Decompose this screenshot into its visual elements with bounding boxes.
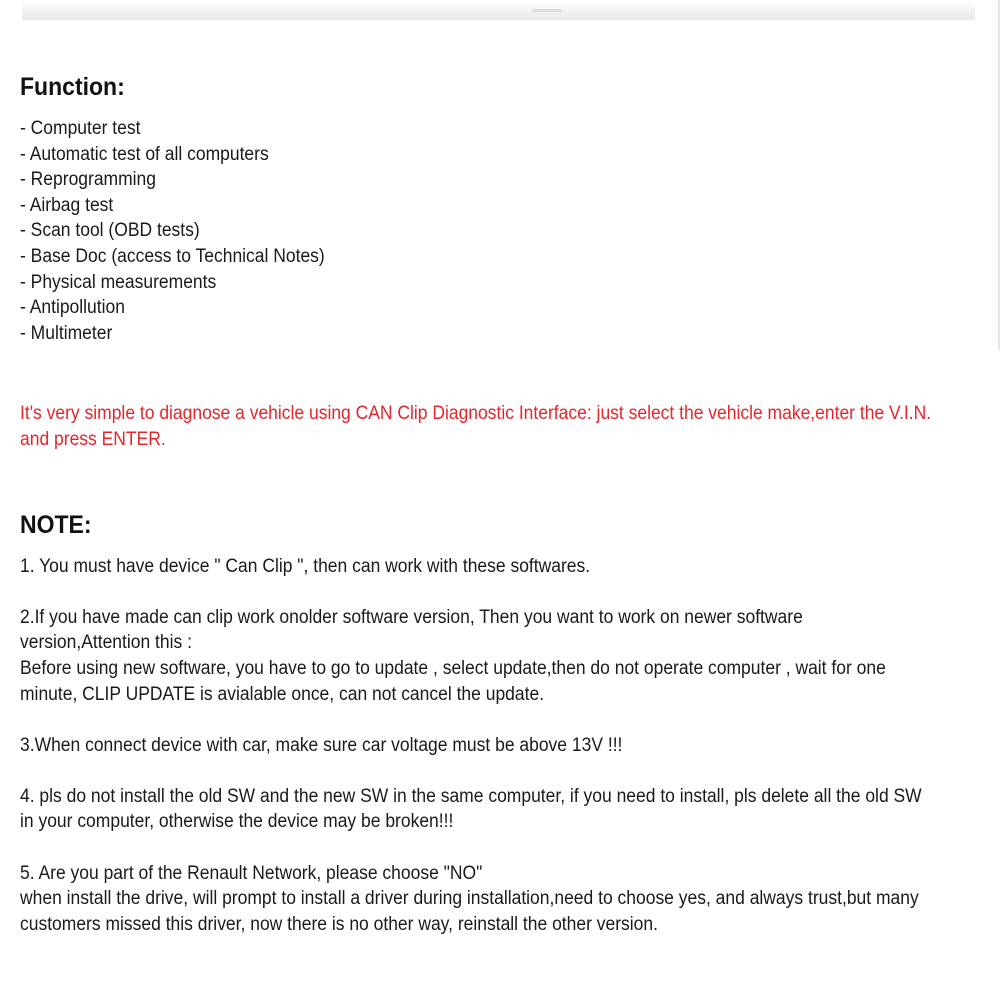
note-line: 5. Are you part of the Renault Network, please choose "NO": [20, 862, 483, 884]
note-item-4: [20, 784, 975, 835]
function-item: - Base Doc (access to Technical Notes): [20, 245, 325, 267]
function-item: - Airbag test: [20, 194, 114, 216]
highlight-line: It's very simple to diagnose a vehicle using CAN Clip Diagnostic Interface: just select the vehicle make,enter the V.I.N.: [20, 403, 932, 425]
note-line: 2.If you have made can clip work onolder software version, Then you want to work on newer software: [20, 606, 803, 628]
note-line: 1. You must have device " Can Clip ", then can work with these softwares.: [20, 555, 591, 577]
highlight-instruction: [20, 401, 975, 452]
product-description: [20, 66, 975, 963]
strip-faint-mark: [532, 9, 562, 12]
note-item-2: [20, 605, 975, 707]
function-item: - Automatic test of all computers: [20, 143, 269, 165]
highlight-line: and press ENTER.: [20, 428, 166, 450]
note-heading: NOTE:: [20, 510, 92, 539]
note-item-1: [20, 554, 975, 580]
note-line: 4. pls do not install the old SW and the new SW in the same computer, if you need to install, pls delete all the old SW: [20, 785, 922, 807]
function-list: [20, 116, 975, 346]
function-item: - Antipollution: [20, 297, 125, 319]
note-item-5: [20, 861, 975, 938]
function-item: - Reprogramming: [20, 169, 157, 191]
note-line: minute, CLIP UPDATE is avialable once, can not cancel the update.: [20, 683, 545, 705]
function-item: - Physical measurements: [20, 271, 217, 293]
top-image-strip: [22, 0, 975, 20]
note-line: version,Attention this :: [20, 632, 192, 654]
function-heading: Function:: [20, 73, 125, 101]
note-item-3: [20, 733, 975, 759]
function-item: - Multimeter: [20, 322, 113, 344]
note-line: when install the drive, will prompt to install a driver during installation,need to choose yes, and always trust,but many: [20, 888, 919, 910]
note-line: 3.When connect device with car, make sure car voltage must be above 13V !!!: [20, 734, 623, 756]
function-item: - Scan tool (OBD tests): [20, 220, 200, 242]
note-line: Before using new software, you have to go to update , select update,then do not operate computer , wait for one: [20, 657, 886, 679]
note-line: in your computer, otherwise the device may be broken!!!: [20, 811, 454, 833]
note-line: customers missed this driver, now there is no other way, reinstall the other version.: [20, 913, 658, 935]
function-item: - Computer test: [20, 118, 141, 139]
